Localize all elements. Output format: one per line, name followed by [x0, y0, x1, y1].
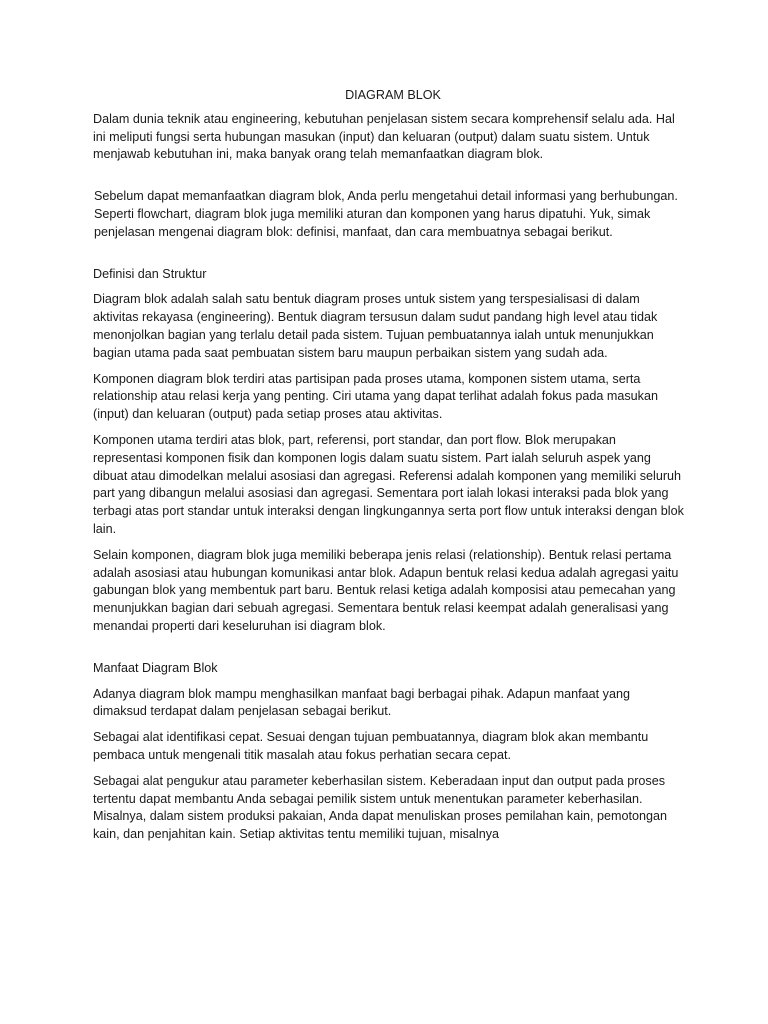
- section-heading-manfaat: Manfaat Diagram Blok: [93, 660, 218, 675]
- definisi-paragraph-3: Komponen utama terdiri atas blok, part, referensi, port standar, dan port flow. Blok merupakan representasi komponen fisik dan komponen logis dalam suatu sistem. Part ialah seluruh aspek yang dibuat atau dimodelkan melalui asosiasi dan agregasi. Referensi adalah komponen yang memiliki seluruh part yang dibangun melalui asosiasi dan agregasi. Sementara port ialah lokasi interaksi pada blok yang terbagi atas port standar untuk interaksi dengan lingkungannya serta port flow untuk interaksi dengan blok lain.: [93, 432, 684, 536]
- section-heading-definisi: Definisi dan Struktur: [93, 266, 207, 281]
- intro-paragraph-1: Dalam dunia teknik atau engineering, kebutuhan penjelasan sistem secara komprehensif selalu ada. Hal ini meliputi fungsi serta hubungan masukan (input) dan keluaran (output) dalam suatu sistem. Untuk menjawab kebutuhan ini, maka banyak orang telah memanfaatkan diagram blok.: [93, 111, 675, 162]
- document-title: DIAGRAM BLOK: [345, 88, 441, 102]
- definisi-paragraph-2: Komponen diagram blok terdiri atas partisipan pada proses utama, komponen sistem utama, serta relationship atau relasi kerja yang penting. Ciri utama yang dapat terlihat adalah fokus pada masukan (input) dan keluaran (output) pada setiap proses atau aktivitas.: [93, 371, 658, 422]
- manfaat-paragraph-2: Sebagai alat identifikasi cepat. Sesuai dengan tujuan pembuatannya, diagram blok akan membantu pembaca untuk mengenali titik masalah atau fokus perhatian secara cepat.: [93, 730, 649, 762]
- intro-paragraph-2: Sebelum dapat memanfaatkan diagram blok, Anda perlu mengetahui detail informasi yang berhubungan. Seperti flowchart, diagram blok juga memiliki aturan dan komponen yang harus dipatuhi. Yuk, simak penjelasan mengenai diagram blok: definisi, manfaat, dan cara membuatnya sebagai berikut.: [94, 189, 678, 239]
- definisi-paragraph-4: Selain komponen, diagram blok juga memiliki beberapa jenis relasi (relationship). Bentuk relasi pertama adalah asosiasi atau hubungan komunikasi antar blok. Adapun bentuk relasi kedua adalah agregasi yaitu gabungan blok yang membentuk part baru. Bentuk relasi ketiga adalah komposisi atau pemecahan yang menunjukkan bagian dari sebuah agregasi. Sementara bentuk relasi keempat adalah generalisasi yang menandai properti dari keseluruhan isi diagram blok.: [93, 547, 679, 633]
- document-body: [93, 87, 685, 852]
- manfaat-paragraph-1: Adanya diagram blok mampu menghasilkan manfaat bagi berbagai pihak. Adapun manfaat yang dimaksud terdapat dalam penjelasan sebagai berikut.: [93, 686, 630, 719]
- definisi-paragraph-1: Diagram blok adalah salah satu bentuk diagram proses untuk sistem yang terspesialisasi di dalam aktivitas rekayasa (engineering). Bentuk diagram tersusun dalam sudut pandang high level atau tidak menonjolkan bagian yang terlalu detail pada sistem. Tujuan pembuatannya ialah untuk menunjukkan bagian utama pada saat pembuatan sistem baru maupun perbaikan sistem yang sudah ada.: [93, 292, 658, 360]
- manfaat-paragraph-3: Sebagai alat pengukur atau parameter keberhasilan sistem. Keberadaan input dan output pada proses tertentu dapat membantu Anda sebagai pemilik sistem untuk menentukan parameter keberhasilan. Misalnya, dalam sistem produksi pakaian, Anda dapat menuliskan proses pemilahan kain, pemotongan kain, dan penjahitan kain. Setiap aktivitas tentu memiliki tujuan, misalnya: [93, 773, 668, 842]
